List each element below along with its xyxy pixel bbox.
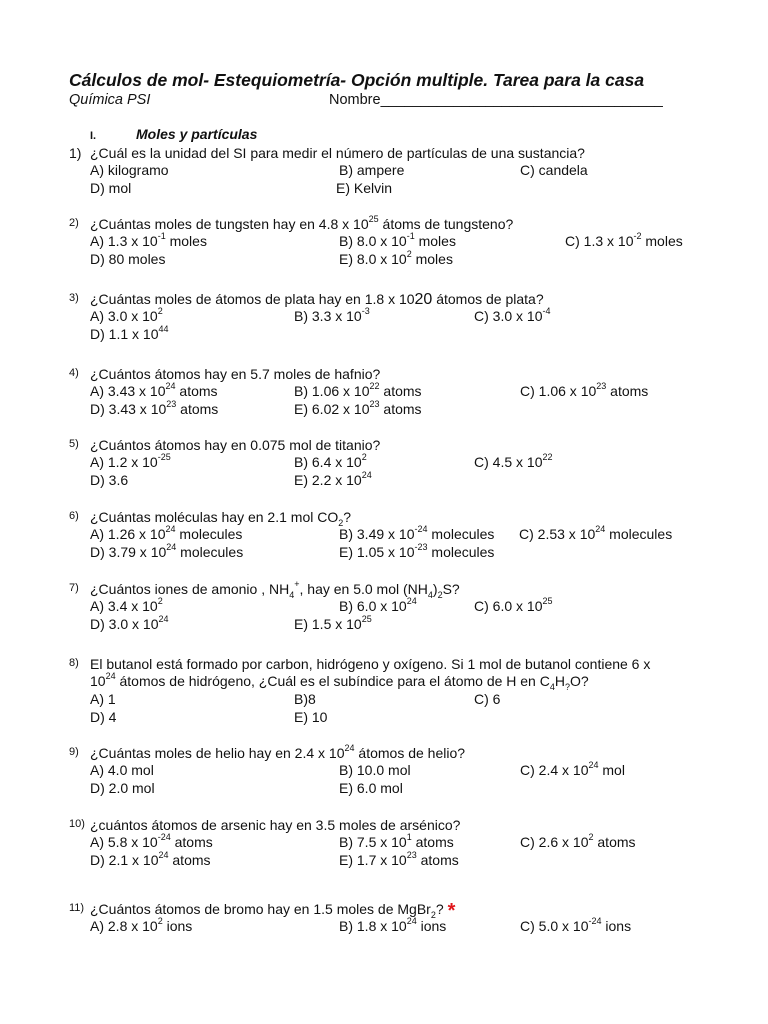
- option-c: C) 1.3 x $10^{-2}$ moles: [565, 231, 683, 249]
- section-number: I.: [90, 130, 97, 142]
- option-a: A) 1.2 x $10^{-25}$: [90, 452, 171, 470]
- option-d: D) 4: [90, 709, 117, 725]
- question-11: [0, 901, 768, 961]
- option-b: B) 1.06 x $10^{22}$ atoms: [294, 381, 422, 399]
- course-name: Química PSI: [69, 92, 151, 108]
- option-d: D) 3.0 x $10^{24}$: [90, 614, 169, 632]
- option-a: A) 5.8 x $10^{-24}$ atoms: [90, 832, 213, 850]
- option-c: C) 5.0 x $10^{-24}$ ions: [520, 916, 632, 934]
- question-number: 6): [69, 510, 79, 522]
- option-e: E) 1.5 x $10^{25}$: [294, 614, 372, 632]
- option-e: E) Kelvin: [336, 180, 393, 196]
- question-number: 8): [69, 657, 79, 669]
- option-c: C) 2.4 x $10^{24}$ mol: [520, 760, 625, 778]
- option-a: A) kilogramo: [90, 162, 169, 178]
- option-a: A) 1: [90, 691, 116, 707]
- option-d: D) 3.43 x $10^{23}$ atoms: [90, 399, 219, 417]
- question-text: ¿Cuántos átomos de bromo hay en 1.5 moles de MgBr$_2$? *: [90, 900, 456, 922]
- option-b: B) 3.3 x $10^{-3}$: [294, 306, 370, 324]
- option-b: B) 6.4 x $10^2$: [294, 452, 367, 470]
- option-b: B)8: [294, 691, 316, 707]
- option-e: E) 6.02 x $10^{23}$ atoms: [294, 399, 422, 417]
- option-d: D) 1.1 x $10^{44}$: [90, 324, 169, 342]
- option-e: E) 1.7 x $10^{23}$ atoms: [339, 850, 459, 868]
- option-e: E) 2.2 x $10^{24}$: [294, 470, 372, 488]
- question-text: ¿Cuántas moles de átomos de plata hay en 1.8 x 1020 átomos de plata?: [90, 291, 544, 308]
- option-d: D) 80 moles: [90, 251, 166, 267]
- asterisk-mark: *: [447, 900, 456, 922]
- option-a: A) 1.26 x $10^{24}$ molecules: [90, 524, 243, 542]
- option-a: A) 2.8 x $10^2$ ions: [90, 916, 193, 934]
- question-text: ¿cuántos átomos de arsenic hay en 3.5 moles de arsénico?: [90, 817, 461, 833]
- option-a: A) 3.0 x $10^2$: [90, 306, 163, 324]
- question-number: 4): [69, 367, 79, 379]
- section-title: Moles y partículas: [136, 126, 258, 142]
- question-text: ¿Cuántos iones de amonio , $NH_4^+$, hay en 5.0 mol $(NH_4)_2S$?: [90, 579, 460, 600]
- question-1: [0, 145, 768, 205]
- question-text: ¿Cuántas moléculas hay en 2.1 mol $CO_2$?: [90, 509, 352, 528]
- question-10: [0, 817, 768, 877]
- option-c: C) candela: [520, 162, 588, 178]
- question-4: [0, 366, 768, 426]
- question-number: 10): [69, 818, 85, 830]
- option-b: B) ampere: [339, 162, 405, 178]
- option-b: B) 6.0 x $10^{24}$: [339, 596, 417, 614]
- name-field: Nombre___________________________________: [329, 92, 663, 108]
- option-d: D) mol: [90, 180, 132, 196]
- question-text: ¿Cuál es la unidad del SI para medir el número de partículas de una sustancia?: [90, 145, 585, 161]
- question-2: [0, 216, 768, 276]
- question-number: 7): [69, 582, 79, 594]
- question-8: [0, 656, 768, 736]
- option-a: A) 3.4 x $10^2$: [90, 596, 163, 614]
- option-e: E) 8.0 x $10^2$ moles: [339, 249, 453, 267]
- option-d: D) 2.1 x $10^{24}$ atoms: [90, 850, 211, 868]
- question-number: 9): [69, 746, 79, 758]
- question-6: [0, 509, 768, 569]
- question-text: ¿Cuántas moles de tungsten hay en 4.8 x $10^{25}$ átoms de tungsteno?: [90, 214, 514, 232]
- question-text: ¿Cuántos átomos hay en 5.7 moles de hafnio?: [90, 366, 381, 382]
- option-a: A) 4.0 mol: [90, 762, 154, 778]
- option-e: E) 10: [294, 709, 328, 725]
- option-b: B) 10.0 mol: [339, 762, 411, 778]
- option-e: E) 6.0 mol: [339, 780, 403, 796]
- question-number: 5): [69, 438, 79, 450]
- option-c: C) 4.5 x $10^{22}$: [474, 452, 553, 470]
- option-d: D) 2.0 mol: [90, 780, 155, 796]
- question-number: 11): [69, 902, 85, 914]
- question-number: 3): [69, 292, 79, 304]
- option-c: C) 2.53 x $10^{24}$ molecules: [519, 524, 673, 542]
- option-a: A) 1.3 x $10^{-1}$ moles: [90, 231, 207, 249]
- option-c: C) 6.0 x $10^{25}$: [474, 596, 553, 614]
- option-b: B) 8.0 x $10^{-1}$ moles: [339, 231, 456, 249]
- question-text-line-1: El butanol está formado por carbon, hidrógeno y oxígeno. Si 1 mol de butanol contiene 6 x: [90, 656, 651, 672]
- question-7: [0, 581, 768, 641]
- question-number: 2): [69, 217, 79, 229]
- question-3: [0, 291, 768, 351]
- option-c: C) 2.6 x $10^2$ atoms: [520, 832, 636, 850]
- option-c: C) 6: [474, 691, 501, 707]
- question-text: ¿Cuántos átomos hay en 0.075 mol de titanio?: [90, 437, 381, 453]
- option-b: B) 1.8 x $10^{24}$ ions: [339, 916, 447, 934]
- option-b: B) 3.49 x $10^{-24}$ molecules: [339, 524, 495, 542]
- option-a: A) 3.43 x $10^{24}$ atoms: [90, 381, 218, 399]
- worksheet-title: Cálculos de mol- Estequiometría- Opción multiple. Tarea para la casa: [69, 70, 645, 90]
- option-d: D) 3.6: [90, 472, 129, 488]
- question-number: 1): [69, 145, 82, 161]
- option-e: E) 1.05 x $10^{-23}$ molecules: [339, 542, 495, 560]
- option-d: D) 3.79 x $10^{24}$ molecules: [90, 542, 244, 560]
- option-c: C) 1.06 x $10^{23}$ atoms: [520, 381, 649, 399]
- question-9: [0, 745, 768, 805]
- option-b: B) 7.5 x $10^1$ atoms: [339, 832, 454, 850]
- question-5: [0, 437, 768, 497]
- option-c: C) 3.0 x $10^{-4}$: [474, 306, 551, 324]
- question-text: ¿Cuántas moles de helio hay en 2.4 x $10^{24}$ átomos de helio?: [90, 743, 466, 761]
- question-text-line-2: $10^{24}$ átomos de hidrógeno, ¿Cuál es el subíndice para el átomo de H en $C_4H_?O$?: [90, 671, 589, 692]
